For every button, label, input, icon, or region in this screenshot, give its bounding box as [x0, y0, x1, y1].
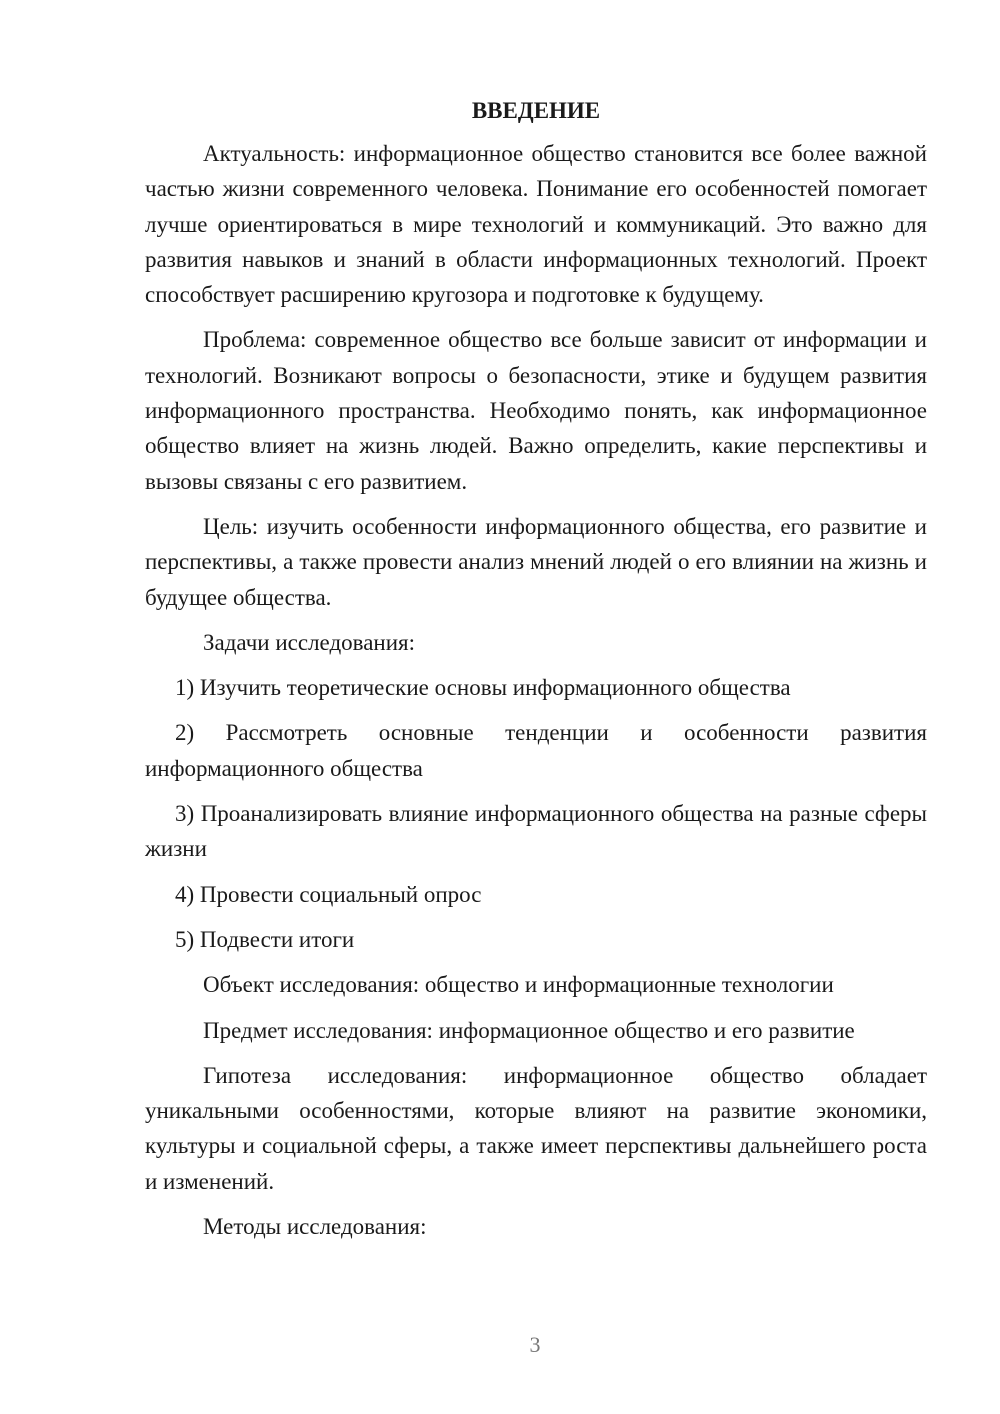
hypothesis-paragraph: Гипотеза исследования: информационное общество обладает уникальными особенностями, которые влияют на развитие экономики, культуры и социальной сферы, а также имеет перспективы дальнейшего роста и изменений. [145, 1062, 927, 1194]
research-object: Объект исследования: общество и информационные технологии [203, 972, 834, 998]
page-content [145, 96, 927, 1254]
task-item-5: 5) Подвести итоги [175, 926, 355, 952]
task-item-2: 2) Рассмотреть основные тенденции и особенности развития информационного общества [145, 720, 927, 781]
page-number: 3 [529, 1332, 541, 1357]
research-subject: Предмет исследования: информационное общество и его развитие [203, 1017, 855, 1043]
relevance-paragraph: Актуальность: информационное общество становится все более важной частью жизни современного человека. Понимание его особенностей помогает лучше ориентироваться в мире технологий и коммуникаций. Это важно для развития навыков и знаний в области информационных технологий. Проект способствует расширению кругозора и подготовке к будущему. [145, 141, 927, 308]
methods-heading: Методы исследования: [203, 1214, 427, 1240]
task-item-4: 4) Провести социальный опрос [175, 881, 482, 907]
page-title: ВВЕДЕНИЕ [471, 98, 601, 123]
tasks-heading: Задачи исследования: [203, 629, 416, 655]
goal-paragraph: Цель: изучить особенности информационного общества, его развитие и перспективы, а также провести анализ мнений людей о его влиянии на жизнь и будущее общества. [145, 513, 927, 610]
problem-paragraph: Проблема: современное общество все больше зависит от информации и технологий. Возникают вопросы о безопасности, этике и будущем развития информационного пространства. Необходимо понять, как информационное общество влияет на жизнь людей. Важно определить, какие перспективы и вызовы связаны с его развитием. [145, 327, 927, 494]
task-item-1: 1) Изучить теоретические основы информационного общества [175, 675, 791, 701]
task-item-3: 3) Проанализировать влияние информационного общества на разные сферы жизни [145, 801, 927, 862]
